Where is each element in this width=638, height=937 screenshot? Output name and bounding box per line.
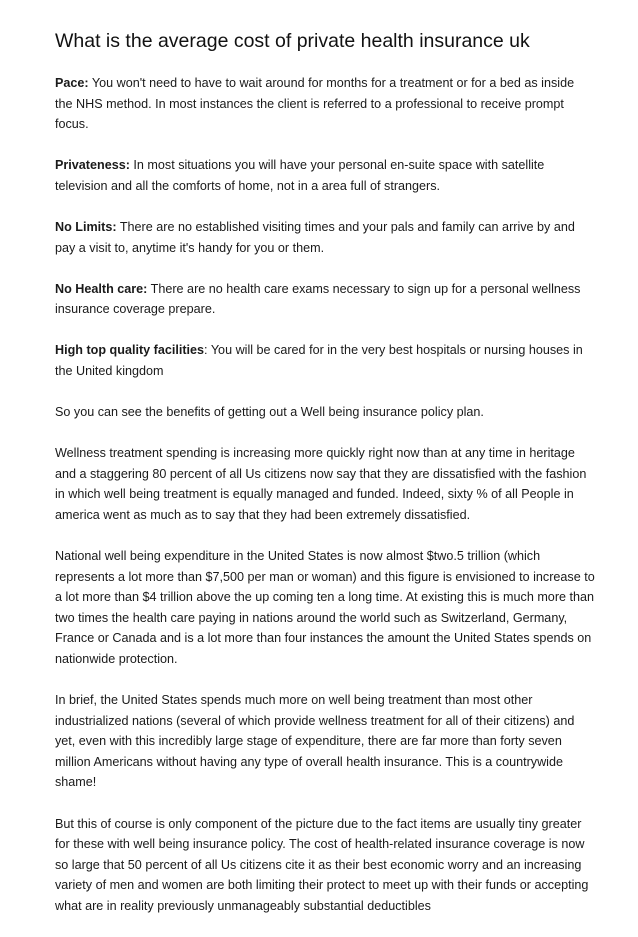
paragraph-text: You won't need to have to wait around for months for a treatment or for a bed as inside the NHS method. In most instances the client is referred to a professional to receive prompt focus. <box>55 76 575 132</box>
paragraph-text: So you can see the benefits of getting out a Well being insurance policy plan. <box>55 405 484 420</box>
paragraph-national-expenditure <box>55 546 595 670</box>
paragraph-text: But this of course is only component of the picture due to the fact items are usually tiny greater for these with well being insurance policy. The cost of health-related insurance coverage is now so large that 50 percent of all Us citizens cite it as their best economic worry and an increasing variety of men and women are both limiting their protect to meet up with their funds or accepting what are in reality previously unmanageably substantial deductibles <box>55 816 589 913</box>
paragraph-text: In brief, the United States spends much more on well being treatment than most other industrialized nations (several of which provide wellness treatment for all of their citizens) and yet, even with this incredibly large stage of expenditure, there are far more than forty seven million Americans without having any type of overall health insurance. This is a countrywide shame! <box>55 693 575 790</box>
paragraph-lead: No Limits: <box>55 219 117 234</box>
paragraph-text: There are no health care exams necessary to sign up for a personal wellness insurance coverage prepare. <box>55 281 581 317</box>
paragraph-text: There are no established visiting times and your pals and family can arrive by and pay a visit to, anytime it's handy for you or them. <box>55 219 575 255</box>
paragraph-cost-of-insurance <box>55 814 595 917</box>
paragraph-high-quality-facilities <box>55 340 595 381</box>
paragraph-text: National well being expenditure in the United States is now almost $two.5 trillion (which represents a lot more than $7,500 per man or woman) and this figure is envisioned to increase to a lot more than $4 trillion above the up coming ten a long time. At existing this is much more than two times the health care paying in nations around the world such as Switzerland, Germany, France or Canada and is a lot more than four instances the amount the United States spends on nationwide protection. <box>55 549 595 666</box>
paragraph-lead: No Health care: <box>55 281 148 296</box>
paragraph-pace <box>55 73 595 135</box>
paragraph-text: : You will be cared for in the very best hospitals or nursing houses in the United kingdom <box>55 343 583 378</box>
paragraph-lead: High top quality facilities <box>55 343 205 358</box>
paragraph-lead: Privateness: <box>55 158 130 173</box>
document-page <box>55 28 595 937</box>
paragraph-in-brief <box>55 690 595 793</box>
paragraph-no-health-care <box>55 279 595 320</box>
paragraph-lead: Pace: <box>55 76 89 90</box>
paragraph-benefits-summary <box>55 402 595 423</box>
paragraph-privateness <box>55 155 595 196</box>
paragraph-spending-increase <box>55 443 595 525</box>
paragraph-text: In most situations you will have your personal en-suite space with satellite television and all the comforts of home, not in a area full of strangers. <box>55 158 545 193</box>
paragraph-text: Wellness treatment spending is increasing more quickly right now than at any time in heritage and a staggering 80 percent of all Us citizens now say that they are dissatisfied with the fashion in which well being treatment is equally managed and funded. Indeed, sixty % of all People in america went as much as to say that they had been extremely dissatisfied. <box>55 446 587 522</box>
page-title: What is the average cost of private health insurance uk <box>55 30 530 52</box>
paragraph-no-limits <box>55 217 595 258</box>
